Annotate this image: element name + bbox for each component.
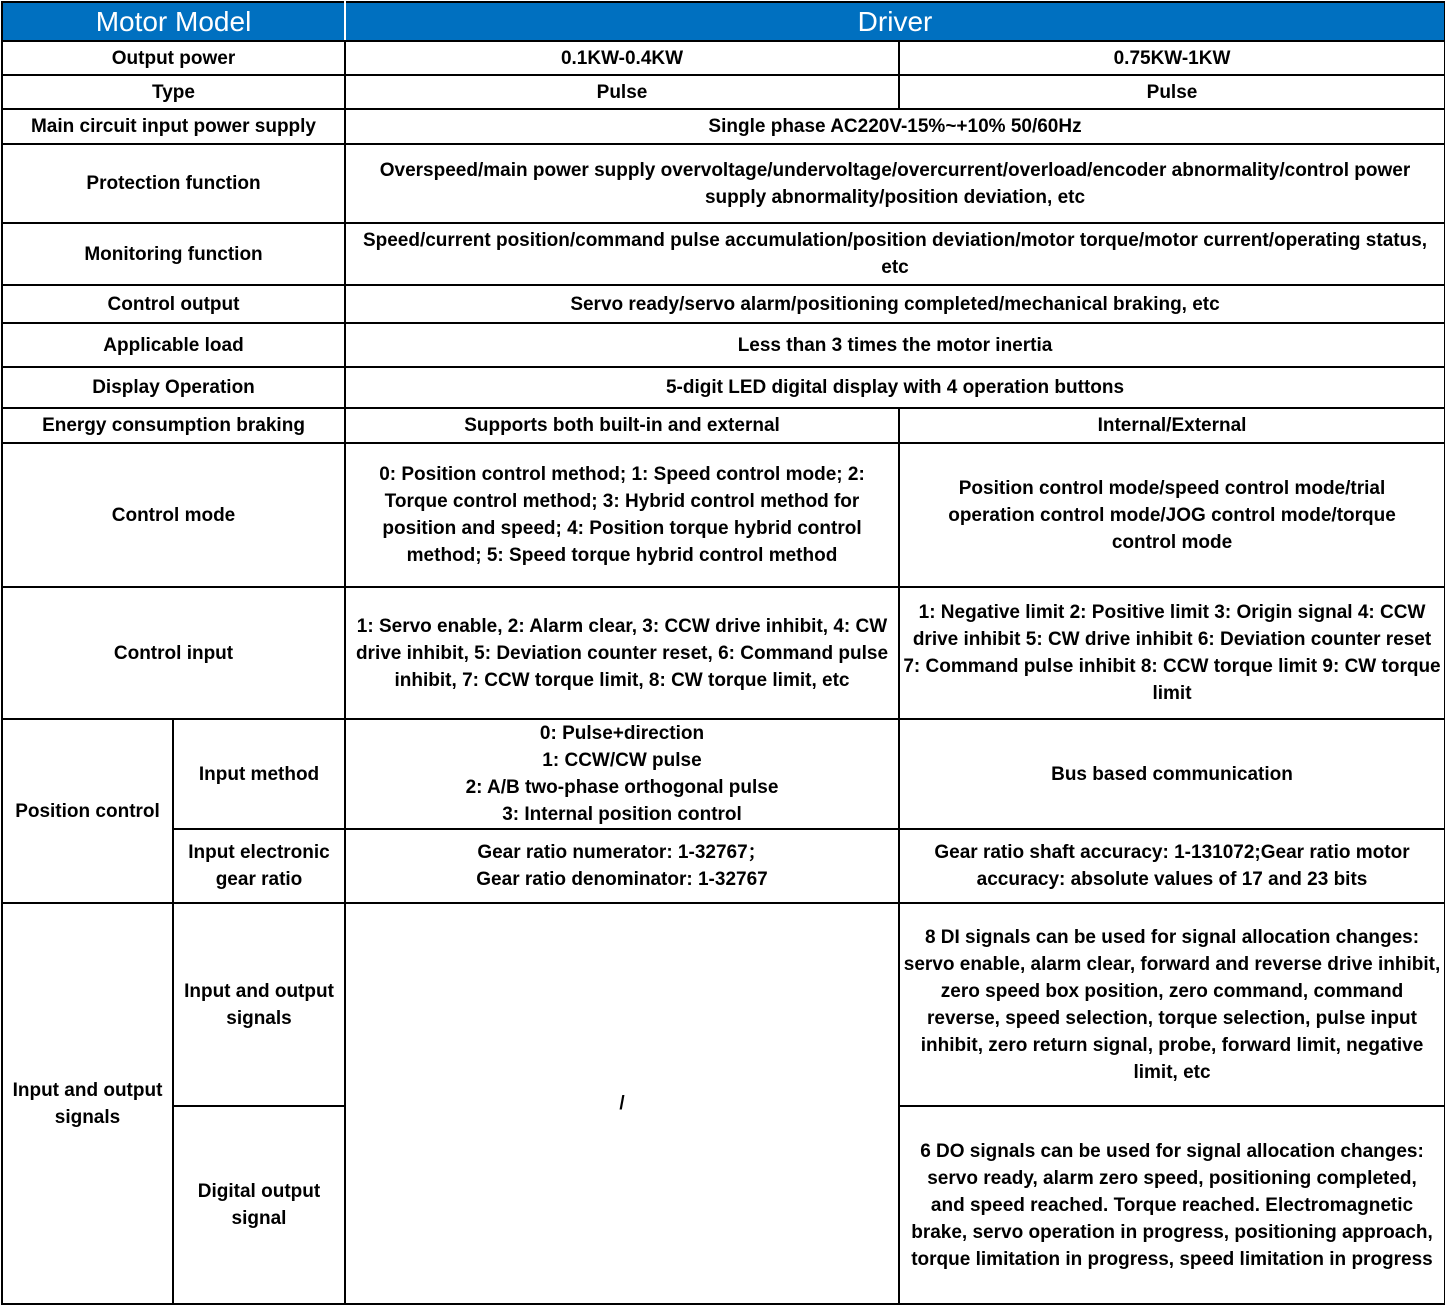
input-method-line: 3: Internal position control [502, 804, 742, 825]
gear-ratio-line: Gear ratio denominator: 1-32767 [476, 869, 768, 890]
input-method-col-b: Bus based communication [899, 719, 1445, 829]
row-control-mode [2, 443, 1445, 587]
main-circuit-value: Single phase AC220V-15%~+10% 50/60Hz [345, 109, 1445, 144]
row-type [2, 75, 1445, 109]
row-control-input [2, 587, 1445, 719]
label-digital-output: Digital output signal [173, 1106, 345, 1304]
display-value: 5-digit LED digital display with 4 operation buttons [345, 367, 1445, 408]
control-mode-col-b: Position control mode/speed control mode/trial operation control mode/JOG control mode/torque control mode [899, 443, 1445, 587]
label-output-power: Output power [2, 41, 345, 75]
applicable-load-value: Less than 3 times the motor inertia [345, 323, 1445, 367]
label-protection: Protection function [2, 144, 345, 223]
header-motor-model: Motor Model [2, 2, 345, 41]
input-method-line: 1: CCW/CW pulse [542, 750, 702, 771]
control-output-value: Servo ready/servo alarm/positioning completed/mechanical braking, etc [345, 285, 1445, 323]
row-output-power [2, 41, 1445, 75]
row-applicable-load [2, 323, 1445, 367]
label-main-circuit: Main circuit input power supply [2, 109, 345, 144]
input-method-line: 2: A/B two-phase orthogonal pulse [465, 777, 779, 798]
label-braking: Energy consumption braking [2, 408, 345, 443]
io-signals-col-a: / [345, 903, 899, 1304]
digital-output-col-b: 6 DO signals can be used for signal allocation changes: servo ready, alarm zero speed, positioning completed, and speed reached. Torque reached. Electromagnetic brake, servo operation in progress, positioning approach, torque limitation in progress, speed limitation in progress [899, 1106, 1445, 1304]
output-power-col-a: 0.1KW-0.4KW [345, 41, 899, 75]
row-main-circuit [2, 109, 1445, 144]
spec-table [1, 1, 1445, 1305]
label-monitoring: Monitoring function [2, 223, 345, 285]
row-input-method [2, 719, 1445, 829]
label-applicable-load: Applicable load [2, 323, 345, 367]
gear-ratio-col-a [345, 829, 899, 903]
label-gear-ratio: Input electronic gear ratio [173, 829, 345, 903]
control-mode-col-a: 0: Position control method; 1: Speed control mode; 2: Torque control method; 3: Hybrid control method for position and speed; 4: Position torque hybrid control method; 5: Speed torque hybrid control method [345, 443, 899, 587]
protection-value: Overspeed/main power supply overvoltage/undervoltage/overcurrent/overload/encoder abnormality/control power supply abnormality/position deviation, etc [345, 144, 1445, 223]
row-protection [2, 144, 1445, 223]
row-control-output [2, 285, 1445, 323]
output-power-col-b: 0.75KW-1KW [899, 41, 1445, 75]
label-display: Display Operation [2, 367, 345, 408]
braking-col-b: Internal/External [899, 408, 1445, 443]
label-io-signals: Input and output signals [173, 903, 345, 1106]
header-row [2, 2, 1445, 41]
control-input-col-a: 1: Servo enable, 2: Alarm clear, 3: CCW drive inhibit, 4: CW drive inhibit, 5: Deviation counter reset, 6: Command pulse inhibit, 7: CCW torque limit, 8: CW torque limit, etc [345, 587, 899, 719]
label-io-signals-group: Input and output signals [2, 903, 173, 1304]
row-display [2, 367, 1445, 408]
label-control-output: Control output [2, 285, 345, 323]
row-braking [2, 408, 1445, 443]
label-input-method: Input method [173, 719, 345, 829]
type-col-b: Pulse [899, 75, 1445, 109]
control-input-col-b: 1: Negative limit 2: Positive limit 3: Origin signal 4: CCW drive inhibit 5: CW drive inhibit 6: Deviation counter reset 7: Command pulse inhibit 8: CCW torque limit 9: CW torque limit [899, 587, 1445, 719]
gear-ratio-col-b: Gear ratio shaft accuracy: 1-131072;Gear ratio motor accuracy: absolute values of 17 and 23 bits [899, 829, 1445, 903]
io-signals-col-b: 8 DI signals can be used for signal allocation changes: servo enable, alarm clear, forward and reverse drive inhibit, zero speed box position, zero command, command reverse, speed selection, torque selection, pulse input inhibit, zero return signal, probe, forward limit, negative limit, etc [899, 903, 1445, 1106]
row-gear-ratio [2, 829, 1445, 903]
label-control-mode: Control mode [2, 443, 345, 587]
input-method-line: 0: Pulse+direction [539, 723, 705, 744]
header-driver: Driver [345, 2, 1445, 41]
type-col-a: Pulse [345, 75, 899, 109]
braking-col-a: Supports both built-in and external [345, 408, 899, 443]
label-type: Type [2, 75, 345, 109]
monitoring-value: Speed/current position/command pulse accumulation/position deviation/motor torque/motor current/operating status, etc [345, 223, 1445, 285]
label-position-control: Position control [2, 719, 173, 903]
row-io-signals [2, 903, 1445, 1106]
row-monitoring [2, 223, 1445, 285]
label-control-input: Control input [2, 587, 345, 719]
input-method-col-a [345, 719, 899, 829]
gear-ratio-line: Gear ratio numerator: 1-32767； [477, 842, 767, 863]
